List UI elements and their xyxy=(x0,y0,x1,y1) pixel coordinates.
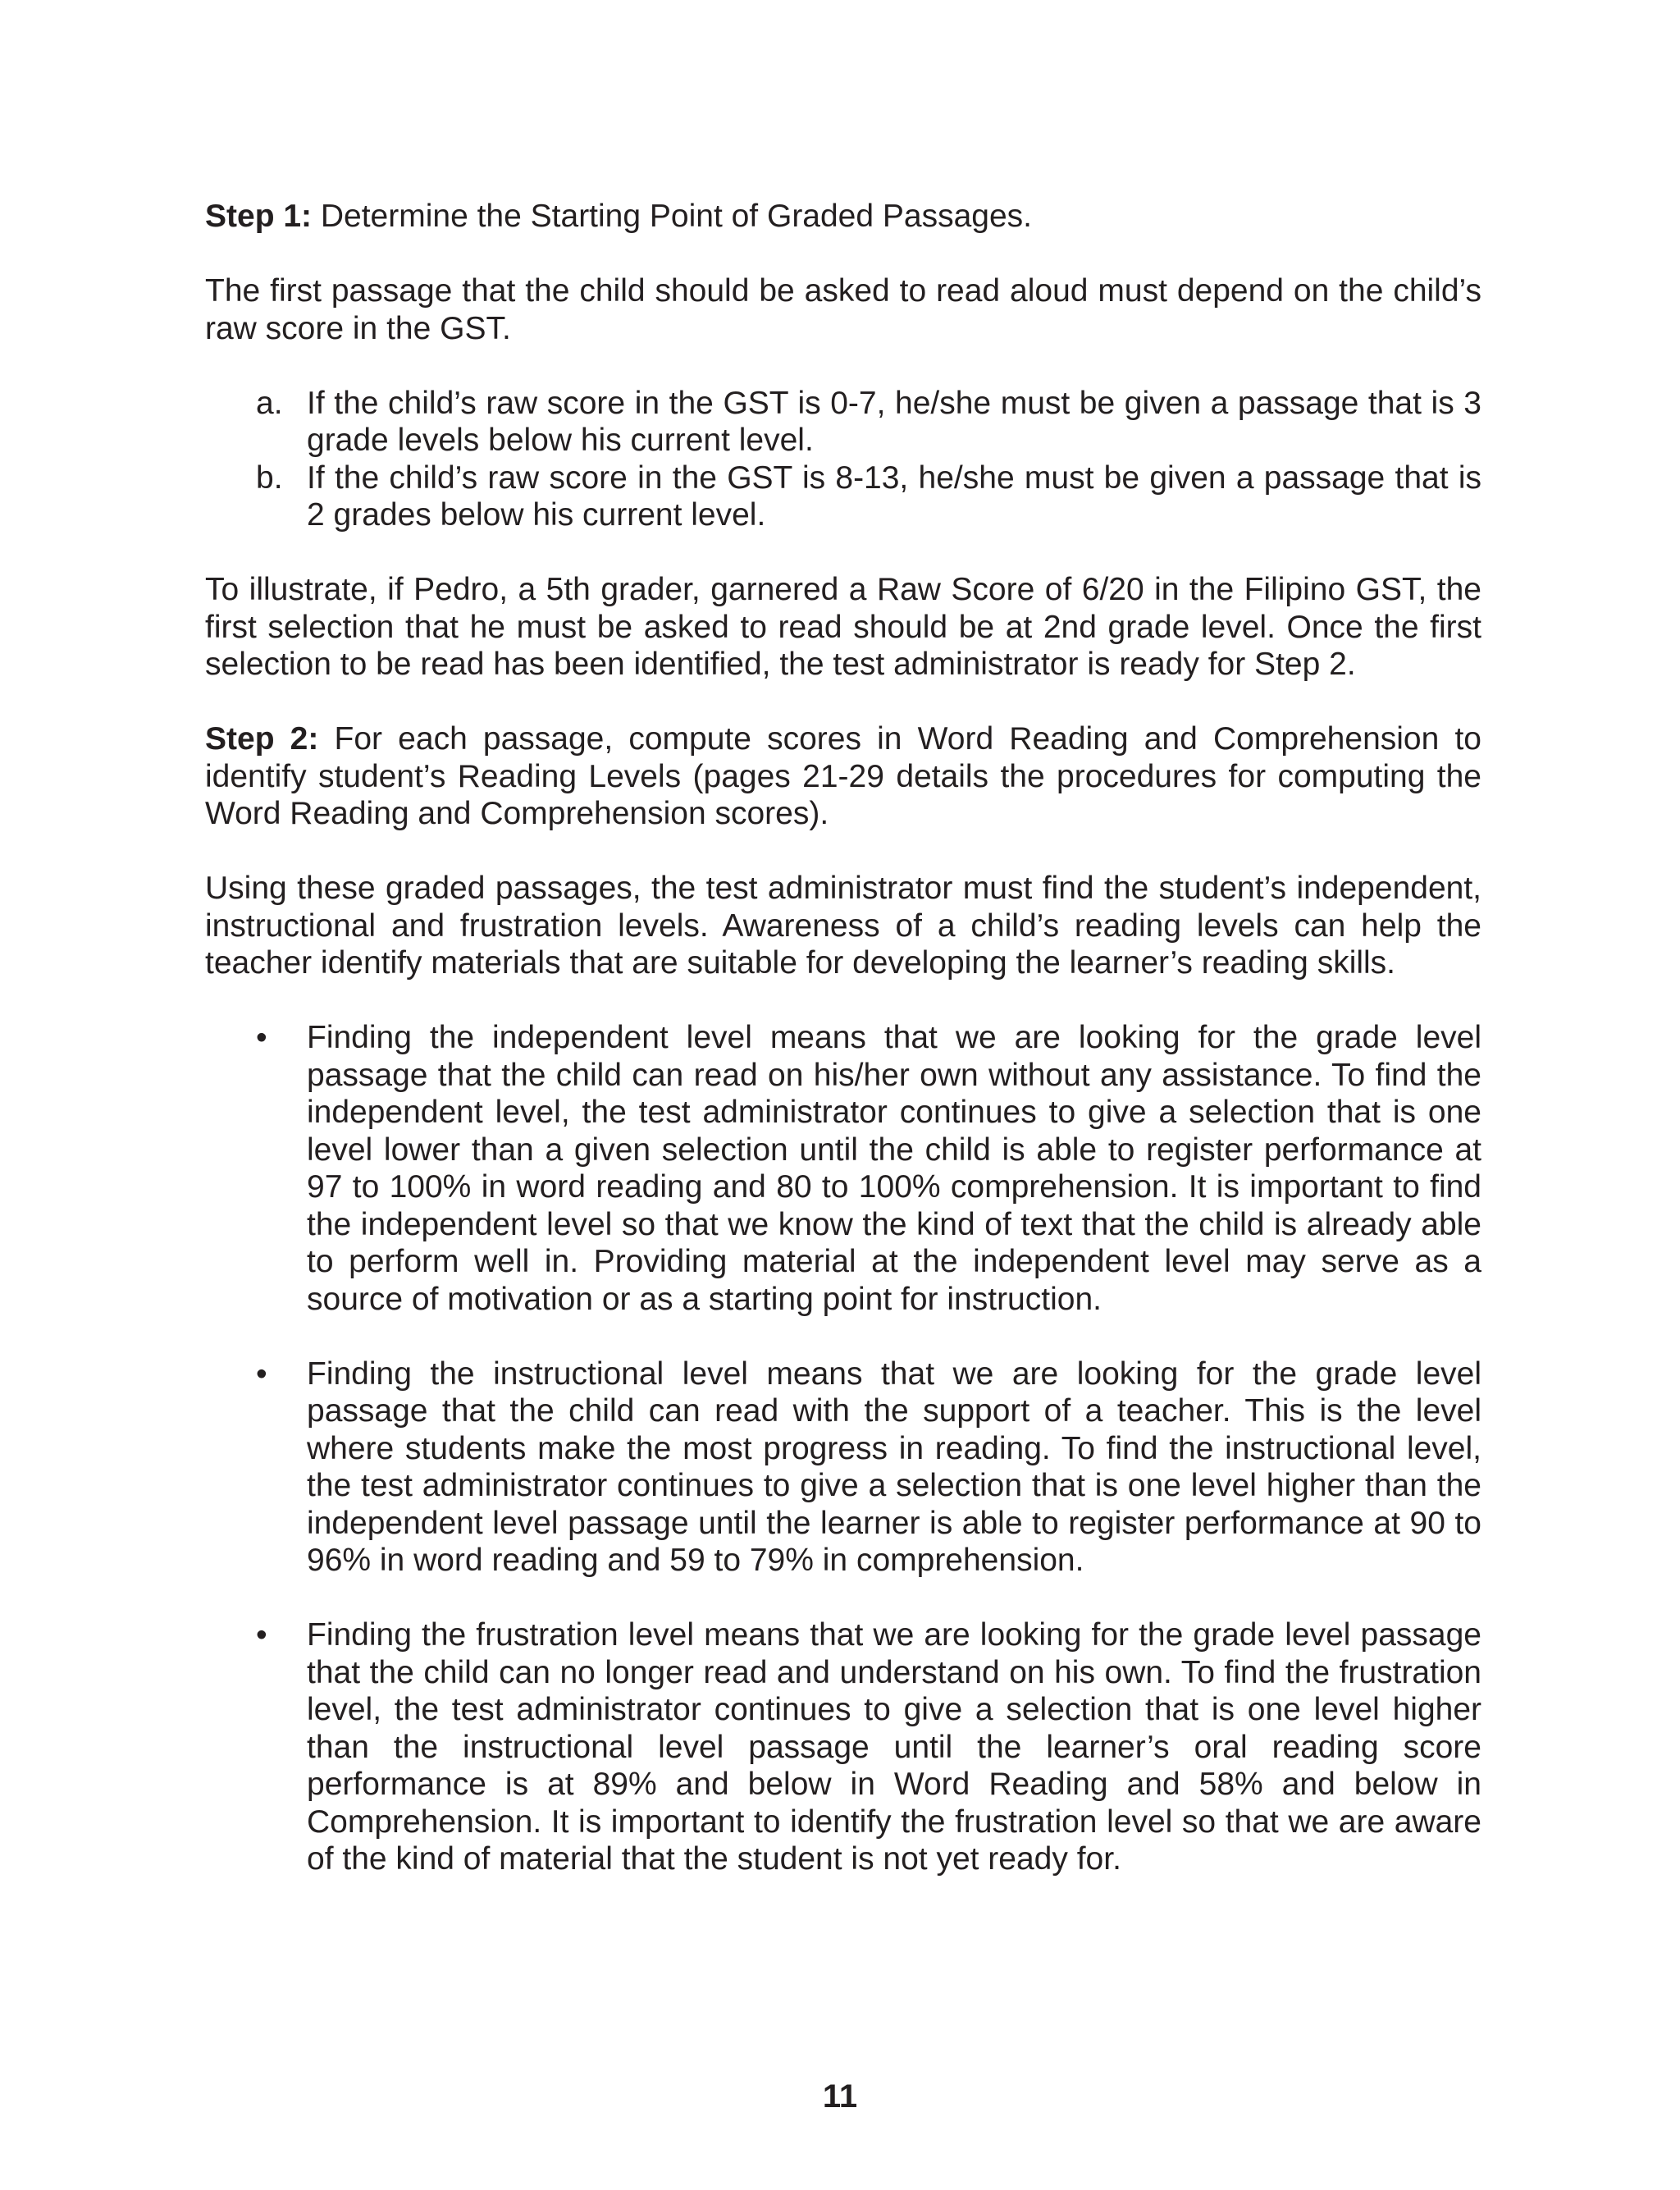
page-body xyxy=(205,198,1481,1878)
step1-text: Determine the Starting Point of Graded Passages. xyxy=(312,199,1033,234)
list-item-text: Finding the frustration level means that we are looking for the grade level passage that the child can no longer read and understand on his own. To find the frustration level, the test administrator continues to give a selection that is one level higher than the instructional level passage until the learner’s oral reading score performance is at 89% and below in Word Reading and 58% and below in Comprehension. It is important to identify the frustration level so that we are aware of the kind of material that the student is not yet ready for. xyxy=(307,1617,1481,1877)
step2-paragraph xyxy=(205,720,1481,833)
levels-intro-paragraph: Using these graded passages, the test administrator must find the student’s independent, instructional and frustration levels. Awareness of a child’s reading levels can help the teacher identify materials that are suitable for developing the learner’s reading skills. xyxy=(205,871,1481,981)
list-item-text: If the child’s raw score in the GST is 0-7, he/she must be given a passage that is 3 grade levels below his current level. xyxy=(307,385,1481,458)
bullet-icon: • xyxy=(256,1617,267,1653)
list-item-text: Finding the instructional level means that we are looking for the grade level passage that the child can read with the support of a teacher. This is the level where students make the most progress in reading. To find the instructional level, the test administrator continues to give a selection that is one level higher than the independent level passage until the learner is able to register performance at 90 to 96% in word reading and 59 to 79% in comprehension. xyxy=(307,1356,1481,1578)
reading-levels-list xyxy=(205,1019,1481,1878)
list-item xyxy=(205,385,1481,459)
list-item-text: Finding the independent level means that we are looking for the grade level passage that the child can read on his/her own without any assistance. To find the independent level, the test administrator continues to give a selection that is one level lower than a given selection until the child is able to register performance at 97 to 100% in word reading and 80 to 100% comprehension. It is important to find the independent level so that we know the kind of text that the child is already able to perform well in. Providing material at the independent level may serve as a source of motivation or as a starting point for instruction. xyxy=(307,1020,1481,1317)
page-number: 11 xyxy=(822,2078,858,2115)
list-item xyxy=(205,1616,1481,1878)
bullet-icon: • xyxy=(256,1356,267,1392)
step1-heading xyxy=(205,198,1481,235)
list-item-text: If the child’s raw score in the GST is 8-13, he/she must be given a passage that is 2 grades below his current level. xyxy=(307,459,1481,533)
list-marker: a. xyxy=(256,385,283,421)
bullet-icon: • xyxy=(256,1020,267,1055)
step2-text: For each passage, compute scores in Word Reading and Comprehension to identify student’s Reading Levels (pages 21-29 details the procedures for computing the Word Reading and Comprehension scores). xyxy=(205,721,1481,831)
condition-list xyxy=(205,385,1481,534)
step1-label: Step 1: xyxy=(205,199,313,234)
step2-label: Step 2: xyxy=(205,721,319,757)
intro-paragraph: The first passage that the child should be asked to read aloud must depend on the child’s raw score in the GST. xyxy=(205,273,1481,346)
list-item xyxy=(205,459,1481,534)
list-item xyxy=(205,1019,1481,1318)
illustration-paragraph: To illustrate, if Pedro, a 5th grader, garnered a Raw Score of 6/20 in the Filipino GST, the first selection that he must be asked to read should be at 2nd grade level. Once the first selection to be read has been identified, the test administrator is ready for Step 2. xyxy=(205,572,1481,682)
list-item xyxy=(205,1356,1481,1580)
list-marker: b. xyxy=(256,459,283,496)
